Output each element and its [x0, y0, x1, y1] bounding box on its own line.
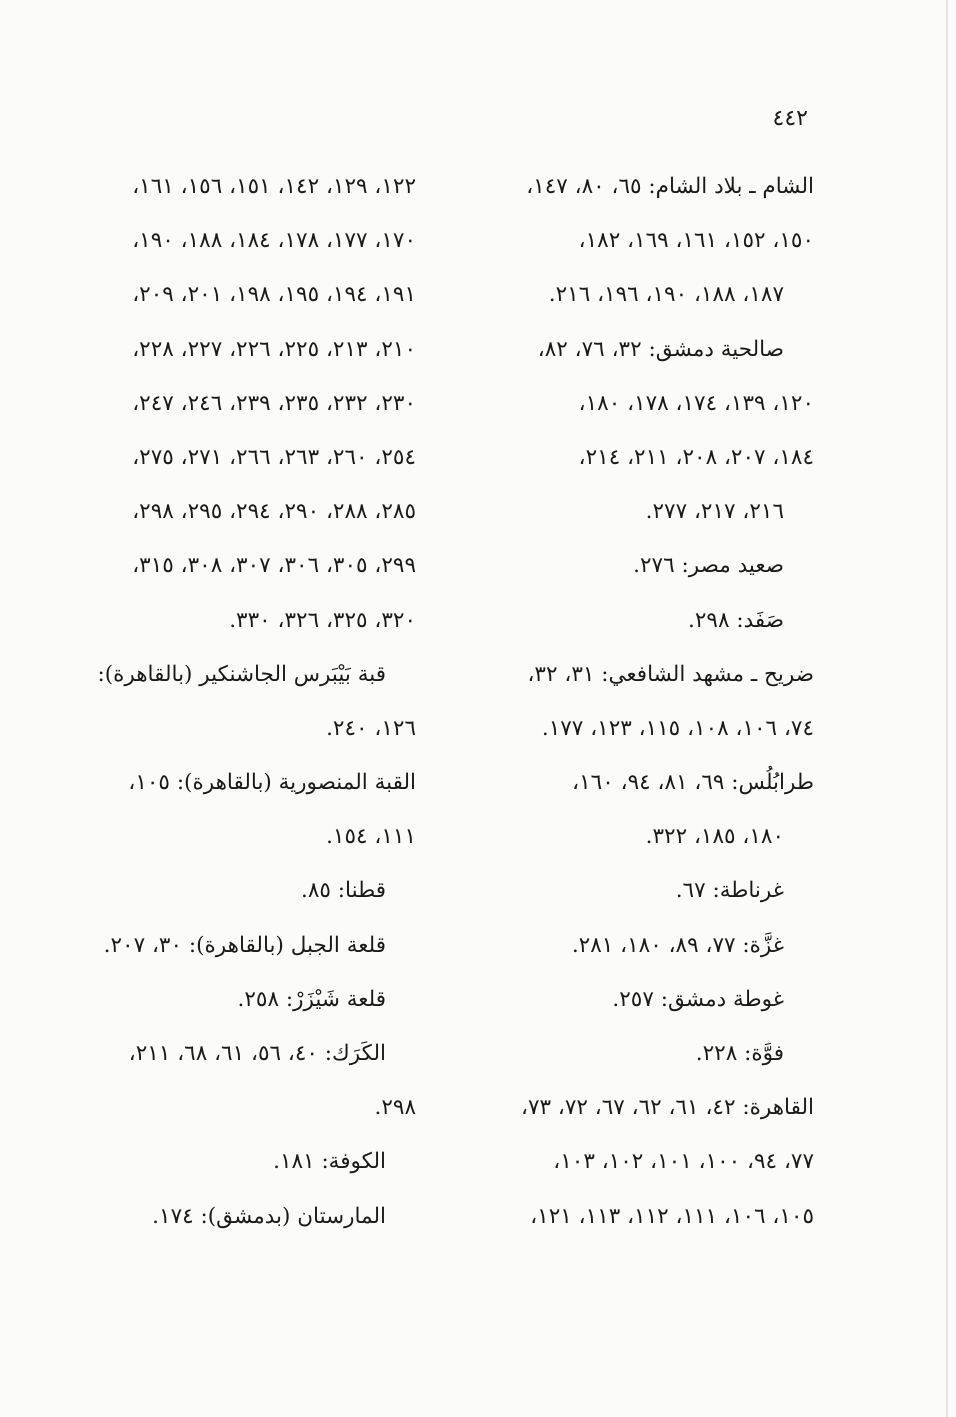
index-column-right: [469, 160, 814, 1244]
page-number: ٤٤٢: [772, 106, 808, 131]
index-entry-line: قبة بَيْبَرس الجاشنكير (بالقاهرة):: [97, 661, 386, 687]
index-entry-line: طرابُلُس: ٦٩، ٨١، ٩٤، ١٦٠،: [572, 770, 814, 796]
index-entry-line: ١٢٢، ١٢٩، ١٤٢، ١٥١، ١٥٦، ١٦١،: [132, 174, 416, 199]
index-entry-line: قلعة شَيْزَرْ: ٢٥٨.: [237, 986, 386, 1012]
index-entry-line: ٢٩٨.: [374, 1095, 416, 1121]
index-entry-line: المارستان (بدمشق): ١٧٤.: [152, 1203, 386, 1229]
index-entry-line: ١٥٠، ١٥٢، ١٦١، ١٦٩، ١٨٢،: [578, 228, 814, 254]
index-entry-line: ١٢٦، ٢٤٠.: [326, 715, 416, 741]
index-entry-line: ١١١، ١٥٤.: [326, 824, 416, 850]
index-entry-line: ١٨٤، ٢٠٧، ٢٠٨، ٢١١، ٢١٤،: [578, 444, 814, 470]
index-entry-line: قلعة الجبل (بالقاهرة): ٣٠، ٢٠٧.: [103, 932, 386, 958]
index-entry-line: الشام ـ بلاد الشام: ٦٥، ٨٠، ١٤٧،: [526, 174, 814, 199]
index-entry-line: ٢١٠، ٢١٣، ٢٢٥، ٢٢٦، ٢٢٧، ٢٢٨،: [132, 336, 416, 362]
index-entry-line: ١٨٠، ١٨٥، ٣٢٢.: [645, 824, 784, 850]
index-entry-line: ١٧٠، ١٧٧، ١٧٨، ١٨٤، ١٨٨، ١٩٠،: [132, 228, 416, 254]
index-entry-line: صَفَد: ٢٩٨.: [688, 607, 784, 633]
index-column-left: [71, 160, 416, 1244]
index-entry-line: القاهرة: ٤٢، ٦١، ٦٢، ٦٧، ٧٢، ٧٣،: [520, 1095, 814, 1121]
index-entry-line: صعيد مصر: ٢٧٦.: [633, 553, 784, 579]
index-entry-line: ١٩١، ١٩٤، ١٩٥، ١٩٨، ٢٠١، ٢٠٩،: [132, 282, 416, 308]
index-entry-line: غرناطة: ٦٧.: [675, 878, 784, 904]
index-entry-line: غوطة دمشق: ٢٥٧.: [612, 986, 784, 1012]
index-entry-line: ٣٢٠، ٣٢٥، ٣٢٦، ٣٣٠.: [229, 607, 416, 633]
index-entry-line: ٧٧، ٩٤، ١٠٠، ١٠١، ١٠٢، ١٠٣،: [553, 1149, 814, 1175]
index-entry-line: ١٠٥، ١٠٦، ١١١، ١١٢، ١١٣، ١٢١،: [530, 1203, 814, 1229]
index-entry-line: غزَّة: ٧٧، ٨٩، ١٨٠، ٢٨١.: [571, 932, 784, 958]
index-entry-line: الكوفة: ١٨١.: [273, 1149, 386, 1175]
index-entry-line: صالحية دمشق: ٣٢، ٧٦، ٨٢،: [537, 336, 784, 362]
index-entry-line: القبة المنصورية (بالقاهرة): ١٠٥،: [128, 770, 416, 796]
index-entry-line: ٢٥٤، ٢٦٠، ٢٦٣، ٢٦٦، ٢٧١، ٢٧٥،: [132, 444, 416, 470]
index-entry-line: ٢٩٩، ٣٠٥، ٣٠٦، ٣٠٧، ٣٠٨، ٣١٥،: [132, 553, 416, 579]
index-entry-line: قطنا: ٨٥.: [301, 878, 386, 904]
index-entry-line: ١٨٧، ١٨٨، ١٩٠، ١٩٦، ٢١٦.: [548, 282, 784, 308]
index-entry-line: ٧٤، ١٠٦، ١٠٨، ١١٥، ١٢٣، ١٧٧.: [541, 715, 814, 741]
index-entry-line: ضريح ـ مشهد الشافعي: ٣١، ٣٢،: [527, 661, 814, 687]
index-entry-line: ٢٨٥، ٢٨٨، ٢٩٠، ٢٩٤، ٢٩٥، ٢٩٨،: [132, 499, 416, 525]
index-entry-line: ٢٣٠، ٢٣٢، ٢٣٥، ٢٣٩، ٢٤٦، ٢٤٧،: [132, 390, 416, 416]
index-entry-line: الكَرَك: ٤٠، ٥٦، ٦١، ٦٨، ٢١١،: [128, 1041, 386, 1066]
index-entry-line: ١٢٠، ١٣٩، ١٧٤، ١٧٨، ١٨٠،: [578, 390, 814, 416]
index-entry-line: فوَّة: ٢٢٨.: [695, 1041, 784, 1066]
index-entry-line: ٢١٦، ٢١٧، ٢٧٧.: [645, 499, 784, 525]
page-edge: [946, 0, 948, 1417]
